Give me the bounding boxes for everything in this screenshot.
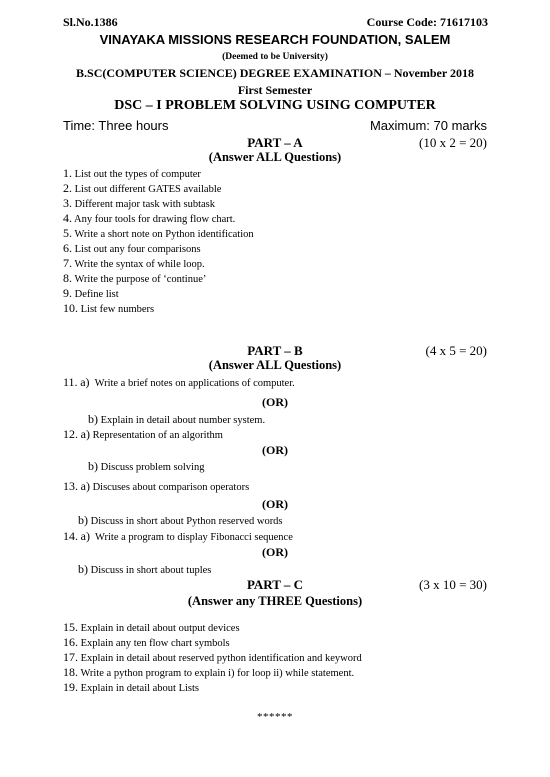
question-14b: b) Discuss in short about tuples: [78, 562, 212, 576]
question-10: 10. List few numbers: [63, 301, 155, 315]
question-13b: b) Discuss in short about Python reserved words: [78, 513, 283, 527]
serial-number: Sl.No.1386: [63, 15, 118, 29]
subject-title: DSC – I PROBLEM SOLVING USING COMPUTER: [114, 98, 436, 113]
or-divider-11: (OR): [262, 395, 288, 409]
question-18: 18. Write a python program to explain i) for loop ii) while statement.: [63, 665, 355, 679]
part-b-marks: (4 x 5 = 20): [425, 343, 487, 358]
part-c-instruction: (Answer any THREE Questions): [187, 594, 363, 608]
institution-name: VINAYAKA MISSIONS RESEARCH FOUNDATION, SALEM: [99, 32, 451, 47]
question-13a: 13. a) Discuses about comparison operators: [63, 479, 250, 493]
part-b-instruction: (Answer ALL Questions): [208, 358, 342, 372]
question-15: 15. Explain in detail about output devices: [63, 620, 240, 634]
maximum-marks: Maximum: 70 marks: [369, 118, 487, 133]
question-6: 6. List out any four comparisons: [63, 241, 201, 255]
or-divider-13: (OR): [262, 497, 288, 511]
question-7: 7. Write the syntax of while loop.: [63, 256, 205, 270]
question-9: 9. Define list: [63, 286, 119, 300]
question-12b: b) Discuss problem solving: [88, 459, 205, 473]
part-c-title: PART – C: [246, 577, 304, 592]
or-divider-14: (OR): [262, 545, 288, 559]
or-divider-12: (OR): [262, 443, 288, 457]
question-5: 5. Write a short note on Python identification: [63, 226, 254, 240]
semester: First Semester: [237, 83, 313, 97]
part-a-marks: (10 x 2 = 20): [419, 135, 487, 150]
part-c-marks: (3 x 10 = 30): [419, 577, 487, 592]
question-16: 16. Explain any ten flow chart symbols: [63, 635, 230, 649]
question-11b: b) Explain in detail about number system.: [88, 412, 266, 426]
question-11a: 11. a) Write a brief notes on applications of computer.: [63, 375, 295, 389]
time-duration: Time: Three hours: [63, 118, 169, 133]
question-4: 4. Any four tools for drawing flow chart.: [63, 211, 236, 225]
part-a-title: PART – A: [247, 135, 303, 150]
exam-title: B.SC(COMPUTER SCIENCE) DEGREE EXAMINATION – November 2018: [76, 66, 474, 80]
question-2: 2. List out different GATES available: [63, 181, 222, 195]
question-8: 8. Write the purpose of ‘continue’: [63, 271, 207, 285]
part-b-title: PART – B: [247, 343, 303, 358]
course-code: Course Code: 71617103: [366, 15, 488, 29]
deemed-university: (Deemed to be University): [222, 52, 328, 62]
question-3: 3. Different major task with subtask: [63, 196, 215, 210]
question-12a: 12. a) Representation of an algorithm: [63, 427, 223, 441]
end-of-paper-mark: ******: [257, 711, 293, 723]
question-1: 1. List out the types of computer: [63, 166, 201, 180]
question-17: 17. Explain in detail about reserved python identification and keyword: [63, 650, 362, 664]
part-a-instruction: (Answer ALL Questions): [208, 150, 342, 164]
question-19: 19. Explain in detail about Lists: [63, 680, 200, 694]
question-14a: 14. a) Write a program to display Fibonacci sequence: [63, 529, 293, 543]
